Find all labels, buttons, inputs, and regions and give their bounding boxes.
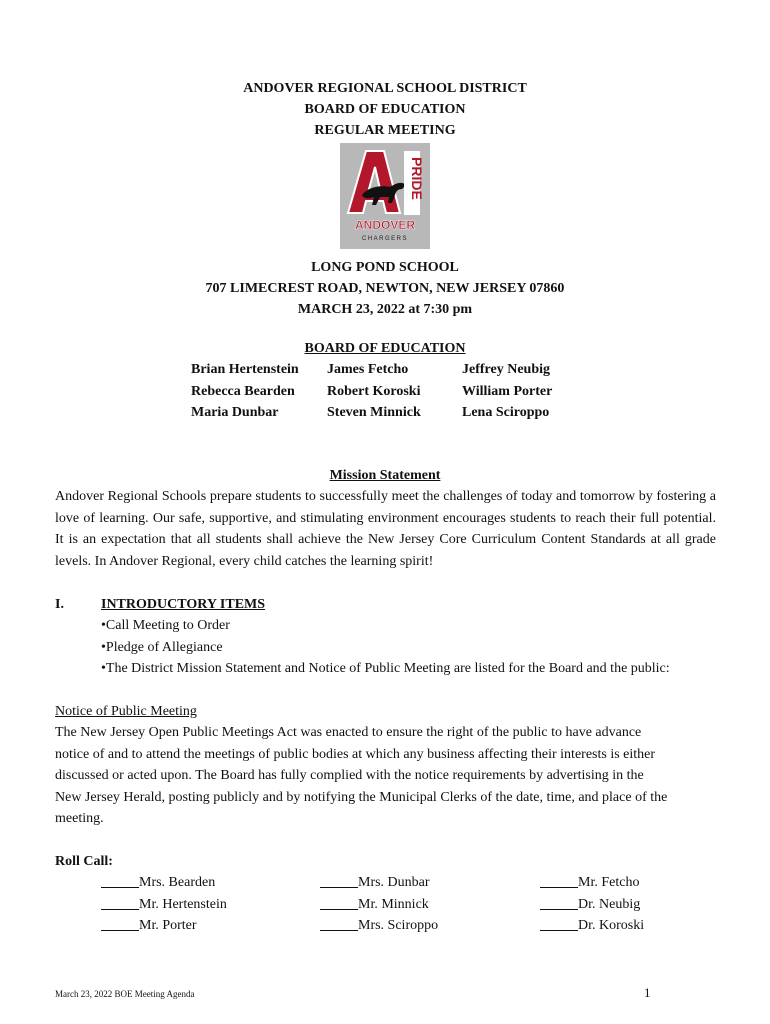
roll-call-heading: Roll Call: xyxy=(55,854,113,869)
school-name: LONG POND SCHOOL xyxy=(311,260,459,275)
board-member: James Fetcho xyxy=(327,362,409,377)
roll-entry: Mrs. Sciroppo xyxy=(320,915,438,937)
roll-entry: Mr. Fetcho xyxy=(540,872,644,894)
svg-text:PRIDE: PRIDE xyxy=(409,157,425,200)
section-title: INTRODUCTORY ITEMS xyxy=(101,597,266,612)
notice-line: New Jersey Herald, posting publicly and by notifying the Municipal Clerks of the date, time, and place of the xyxy=(55,789,668,805)
signature-blank xyxy=(101,916,139,931)
board-member: Maria Dunbar xyxy=(191,405,279,420)
page-number: 1 xyxy=(644,985,651,1000)
roll-column-1 xyxy=(101,872,227,937)
intro-items-list xyxy=(101,615,741,680)
mission-heading: Mission Statement xyxy=(329,468,441,483)
roll-column-3 xyxy=(540,872,644,937)
list-item: •Call Meeting to Order xyxy=(101,618,230,633)
board-member: Lena Sciroppo xyxy=(462,405,550,420)
notice-line: meeting. xyxy=(55,811,104,826)
svg-text:CHARGERS: CHARGERS xyxy=(361,236,409,242)
signature-blank xyxy=(101,873,139,888)
board-member: Steven Minnick xyxy=(327,405,421,420)
school-address: 707 LIMECREST ROAD, NEWTON, NEW JERSEY 07860 xyxy=(205,281,565,296)
meeting-type: REGULAR MEETING xyxy=(314,123,456,138)
signature-blank xyxy=(320,895,358,910)
signature-blank xyxy=(320,873,358,888)
svg-text:ANDOVER: ANDOVER xyxy=(354,218,416,232)
board-column-3 xyxy=(462,359,552,424)
board-column-1 xyxy=(191,359,299,424)
board-member: Robert Koroski xyxy=(327,383,421,399)
roll-entry: Dr. Neubig xyxy=(540,894,644,916)
board-member: William Porter xyxy=(462,383,553,399)
signature-blank xyxy=(540,895,578,910)
board-member: Brian Hertenstein xyxy=(191,362,299,377)
mission-text: Andover Regional Schools prepare students to successfully meet the challenges of today and tomorrow by fostering a love of learning. Our safe, supportive, and stimulating environment encourages students to reach their full potential. It is an expectation that all students shall achieve the New Jersey Core Curriculum Content Standards at all grade levels. In Andover Regional, every child catches the learning spirit! xyxy=(55,489,716,569)
roll-entry: Mrs. Dunbar xyxy=(320,872,438,894)
district-logo xyxy=(340,143,430,249)
notice-line: notice of and to attend the meetings of public bodies at which any business affecting their interests is either xyxy=(55,746,656,762)
board-column-2 xyxy=(327,359,421,424)
board-member: Jeffrey Neubig xyxy=(462,362,550,377)
roll-entry: Mr. Hertenstein xyxy=(101,894,227,916)
notice-line: discussed or acted upon. The Board has fully complied with the notice requirements by advertising in the xyxy=(55,768,644,783)
andover-pride-logo-icon xyxy=(340,143,430,249)
signature-blank xyxy=(540,873,578,888)
roll-entry: Mr. Porter xyxy=(101,915,227,937)
board-title: BOARD OF EDUCATION xyxy=(304,102,466,117)
meeting-datetime: MARCH 23, 2022 at 7:30 pm xyxy=(297,302,473,317)
roll-entry: Mrs. Bearden xyxy=(101,872,227,894)
footer-label: March 23, 2022 BOE Meeting Agenda xyxy=(55,989,195,999)
signature-blank xyxy=(540,916,578,931)
list-item: •The District Mission Statement and Notice of Public Meeting are listed for the Board and the public: xyxy=(101,661,670,676)
notice-text xyxy=(55,722,735,830)
list-item: •Pledge of Allegiance xyxy=(101,639,223,655)
notice-line: The New Jersey Open Public Meetings Act was enacted to ensure the right of the public to have advance xyxy=(55,725,642,740)
district-title: ANDOVER REGIONAL SCHOOL DISTRICT xyxy=(243,81,527,96)
section-number: I. xyxy=(55,597,64,612)
roll-column-2 xyxy=(320,872,438,937)
signature-blank xyxy=(101,895,139,910)
board-member: Rebecca Bearden xyxy=(191,383,295,399)
signature-blank xyxy=(320,916,358,931)
board-heading: BOARD OF EDUCATION xyxy=(304,341,466,356)
notice-heading: Notice of Public Meeting xyxy=(55,704,197,719)
roll-entry: Dr. Koroski xyxy=(540,915,644,937)
roll-entry: Mr. Minnick xyxy=(320,894,438,916)
